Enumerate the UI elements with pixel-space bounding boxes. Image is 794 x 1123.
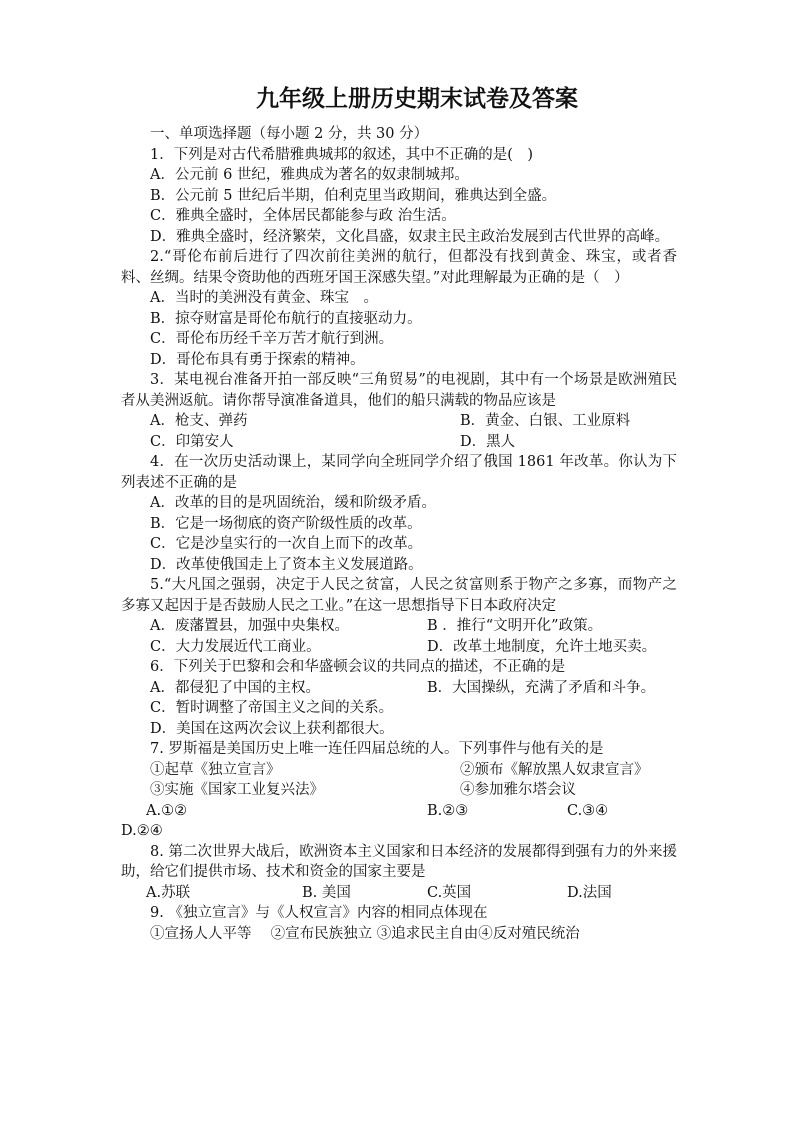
question-stem: 9. 《独立宣言》与《人权宣言》内容的相同点体现在	[150, 905, 488, 921]
options-row	[121, 411, 677, 432]
question-stem: 1．下列是对古代希腊雅典城邦的叙述，其中不正确的是( )	[150, 146, 534, 163]
options-row	[121, 678, 677, 699]
question-stem: 4．在一次历史活动课上，某同学向全班同学介绍了俄国 1861 年改革。你认为下列表述不正确的是	[121, 454, 677, 491]
question-stem: 6．下列关于巴黎和会和华盛顿会议的共同点的描述，不正确的是	[150, 659, 566, 675]
question-stem: 8. 第二次世界大战后，欧洲资本主义国家和日本经济的发展都得到强有力的外来援助，给它们提供市场、技术和资金的国家主要是	[121, 843, 677, 880]
option-d: D.法国	[567, 884, 612, 901]
option-b: B．掠夺财富是哥伦布航行的直接驱动力。	[150, 310, 422, 327]
question-4	[121, 452, 677, 575]
option-a: A．公元前 6 世纪，雅典成为著名的奴隶制城邦。	[150, 167, 469, 183]
option-a: A．当时的美洲没有黄金、珠宝 。	[150, 290, 378, 306]
option-a: A．都侵犯了中国的主权。	[150, 679, 320, 696]
section-heading: 一、单项选择题（每小题 2 分，共 30 分）	[150, 126, 429, 142]
option-b: B．黄金、白银、工业原料	[460, 413, 631, 429]
question-7	[121, 739, 677, 842]
item-3: ③实施《国家工业复兴法》	[150, 782, 324, 798]
option-c: C．大力发展近代工商业。	[150, 638, 321, 655]
option-d: D.②④	[121, 823, 163, 839]
option-a: A．改革的目的是巩固统治，缓和阶级矛盾。	[150, 495, 436, 511]
option-c: C．雅典全盛时，全体居民都能参与政 治生活。	[150, 208, 456, 224]
option-d: D．改革土地制度，允许土地买卖。	[427, 638, 657, 655]
item-2: ②颁布《解放黑人奴隶宣言》	[460, 761, 649, 778]
item-4: ④参加雅尔塔会议	[460, 782, 576, 798]
question-stem: 5.“大凡国之强弱，决定于人民之贫富，人民之贫富则系于物产之多寡，而物产之多寡又起因于是否鼓励人民之工业。”在这一思想指导下日本政府决定	[121, 577, 677, 614]
options-row	[121, 883, 677, 904]
option-b: B ．推行“文明开化”政策。	[427, 618, 603, 634]
options-row	[121, 821, 677, 842]
statement-items: ①宣扬人人平等 ②宣布民族独立 ③追求民主自由④反对殖民统治	[150, 925, 580, 942]
items-row	[121, 780, 677, 801]
options-row	[121, 637, 677, 658]
option-c: C．哥伦布历经千辛万苦才航行到洲。	[150, 331, 394, 347]
option-d: D．改革使俄国走上了资本主义发展道路。	[150, 556, 423, 573]
option-a: A.①②	[146, 802, 188, 819]
options-row	[121, 698, 677, 719]
item-1: ①起草《独立宣言》	[150, 761, 281, 778]
question-6	[121, 657, 677, 739]
option-b: B.②③	[427, 802, 469, 819]
option-b: B．大国操纵，充满了矛盾和斗争。	[427, 679, 656, 696]
question-8	[121, 842, 677, 904]
option-a: A．枪支、弹药	[150, 413, 248, 429]
question-3	[121, 370, 677, 452]
question-stem: 3．某电视台准备开拍一部反映“三角贸易”的电视剧，其中有一个场景是欧洲殖民者从美洲返航。请你帮导演准备道具，他们的船只满载的物品应该是	[121, 372, 677, 409]
question-1	[121, 145, 677, 248]
option-c: C．印第安人	[150, 433, 234, 450]
options-row	[121, 801, 677, 822]
items-row	[121, 760, 677, 781]
option-a: A.苏联	[146, 884, 191, 901]
question-5	[121, 575, 677, 657]
question-stem: 2.“哥伦布前后进行了四次前往美洲的航行，但都没有找到黄金、珠宝，或者香料、丝绸。结果令资助他的西班牙国王深感失望。”对此理解最为正确的是（ ）	[121, 249, 677, 286]
question-stem: 7. 罗斯福是美国历史上唯一连任四届总统的人。下列事件与他有关的是	[150, 741, 604, 757]
option-d: D．黑人	[460, 433, 516, 450]
option-c: C.③④	[567, 802, 609, 819]
option-d: D．雅典全盛时，经济繁荣，文化昌盛，奴隶主民主政治发展到古代世界的高峰。	[150, 228, 670, 245]
option-c: C．暂时调整了帝国主义之间的关系。	[150, 700, 394, 716]
option-b: B．它是一场彻底的资产阶级性质的改革。	[150, 515, 422, 532]
exam-body	[121, 124, 677, 944]
question-2	[121, 247, 677, 370]
option-d: D．美国在这两次会议上获利都很大。	[150, 720, 394, 737]
options-row	[121, 432, 677, 453]
page-title: 九年级上册历史期末试卷及答案	[256, 85, 578, 112]
option-b: B. 美国	[302, 884, 351, 901]
option-c: C.英国	[427, 884, 472, 901]
option-d: D．哥伦布具有勇于探索的精神。	[150, 351, 365, 368]
question-9	[121, 903, 677, 944]
option-b: B．公元前 5 世纪后半期，伯利克里当政期间，雅典达到全盛。	[150, 187, 557, 204]
option-c: C．它是沙皇实行的一次自上而下的改革。	[150, 536, 423, 552]
options-row	[121, 616, 677, 637]
option-a: A．废藩置县，加强中央集权。	[150, 618, 349, 634]
